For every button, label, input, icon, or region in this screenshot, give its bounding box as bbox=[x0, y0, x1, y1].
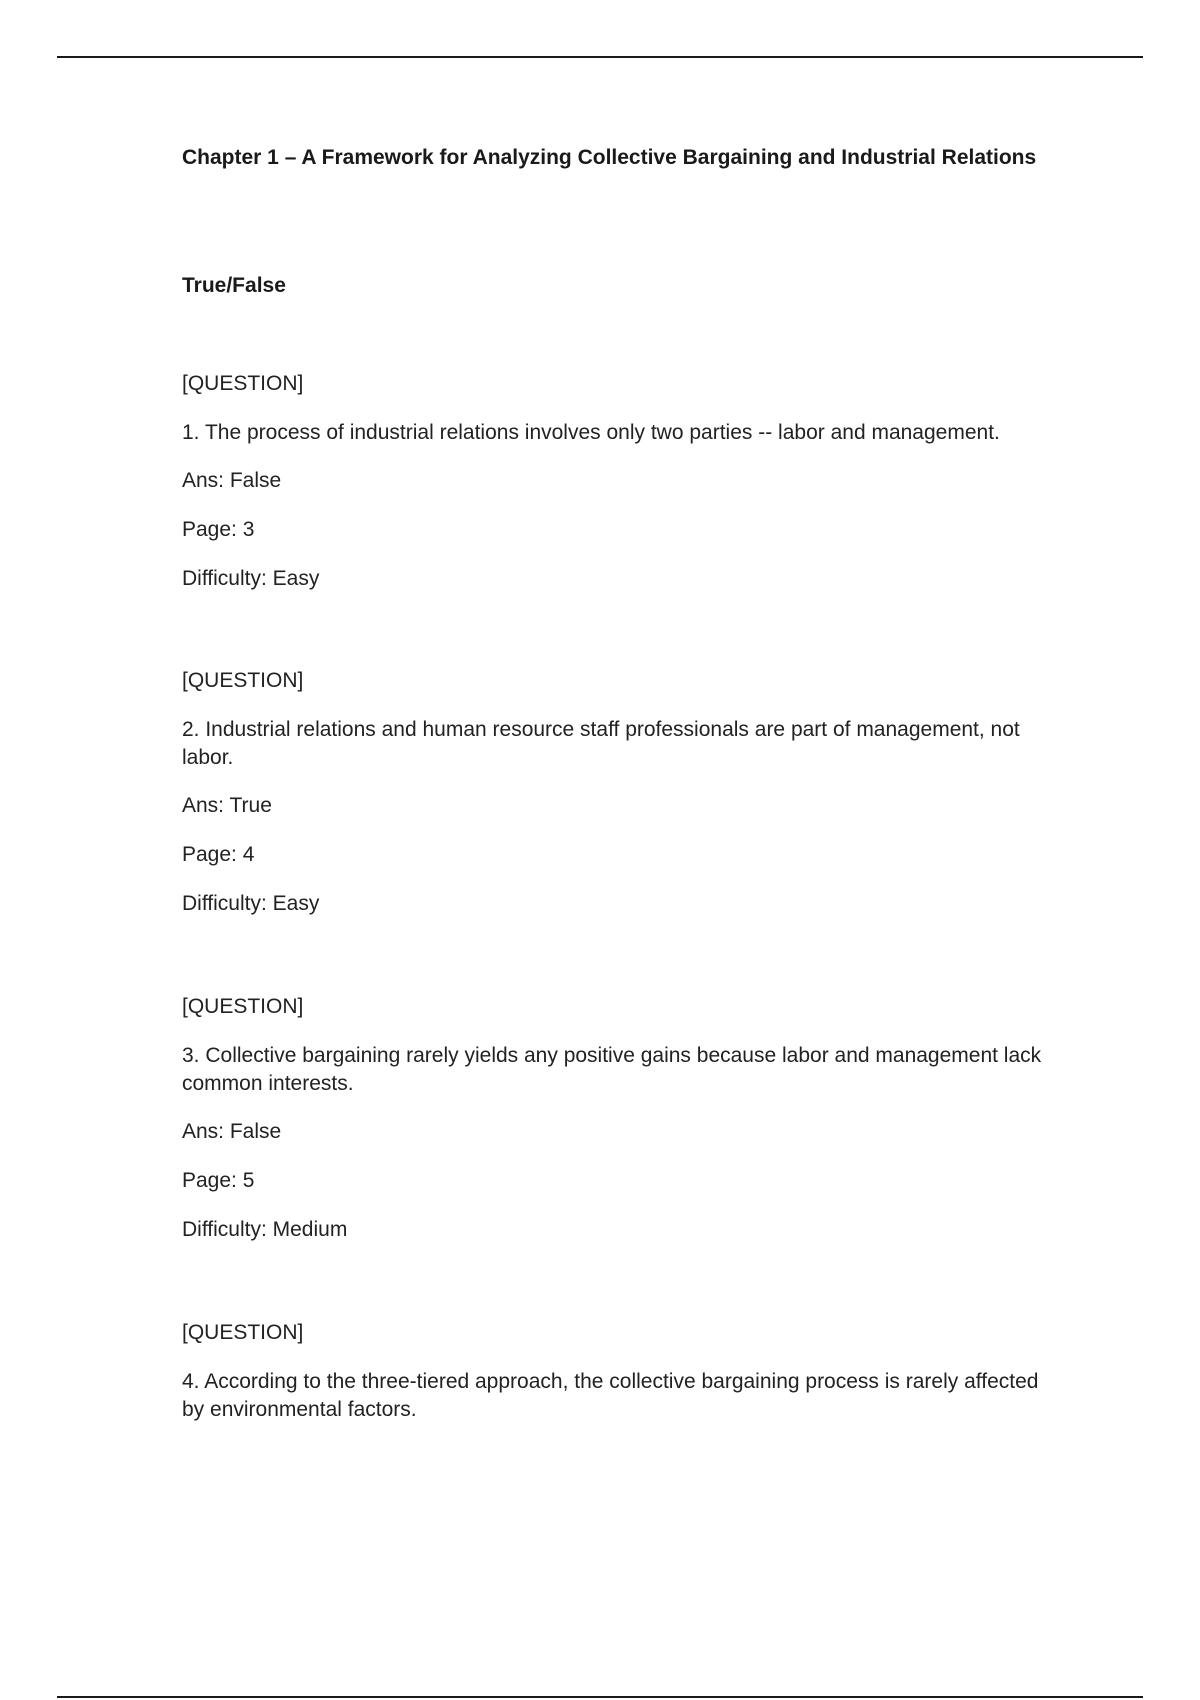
question-difficulty: Difficulty: Easy bbox=[182, 567, 320, 590]
question-page: Page: 5 bbox=[182, 1169, 255, 1192]
section-title: True/False bbox=[182, 274, 286, 297]
question-answer: Ans: False bbox=[182, 469, 282, 492]
question-text: 2. Industrial relations and human resource staff professionals are part of management, not labor. bbox=[182, 718, 1020, 769]
chapter-title: Chapter 1 – A Framework for Analyzing Collective Bargaining and Industrial Relations bbox=[182, 146, 1037, 169]
question-tag: [QUESTION] bbox=[182, 372, 304, 395]
question-answer: Ans: True bbox=[182, 794, 272, 817]
question-block-1 bbox=[182, 370, 1062, 614]
question-block-2 bbox=[182, 667, 1062, 939]
question-tag: [QUESTION] bbox=[182, 995, 304, 1018]
bottom-rule bbox=[57, 1696, 1143, 1698]
question-text: 3. Collective bargaining rarely yields any positive gains because labor and management lack common interests. bbox=[182, 1044, 1042, 1095]
question-text: 1. The process of industrial relations involves only two parties -- labor and management. bbox=[182, 421, 1000, 444]
top-rule bbox=[57, 56, 1143, 58]
question-text: 4. According to the three-tiered approach, the collective bargaining process is rarely affected by environmental factors. bbox=[182, 1370, 1039, 1421]
question-page: Page: 3 bbox=[182, 518, 255, 541]
question-answer: Ans: False bbox=[182, 1120, 282, 1143]
question-block-4 bbox=[182, 1319, 1062, 1444]
question-block-3 bbox=[182, 993, 1062, 1265]
question-tag: [QUESTION] bbox=[182, 1321, 304, 1344]
question-difficulty: Difficulty: Easy bbox=[182, 892, 320, 915]
question-difficulty: Difficulty: Medium bbox=[182, 1218, 348, 1241]
question-page: Page: 4 bbox=[182, 843, 255, 866]
question-tag: [QUESTION] bbox=[182, 669, 304, 692]
